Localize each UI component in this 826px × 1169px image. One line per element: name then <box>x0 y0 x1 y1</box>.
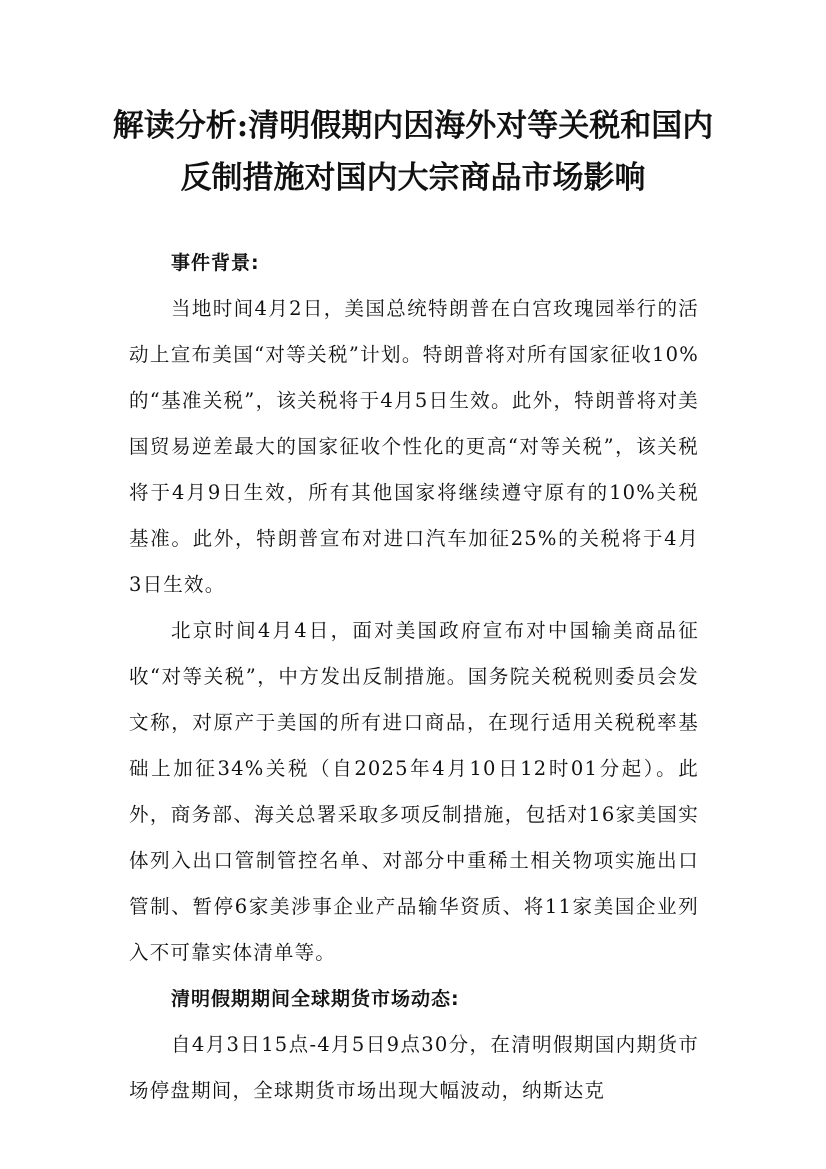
section-global-futures-market <box>129 976 699 1114</box>
section-heading: 清明假期期间全球期货市场动态: <box>171 988 460 1010</box>
paragraph: 北京时间4月4日，面对美国政府宣布对中国输美商品征收“对等关税”，中方发出反制措施。国务院关税税则委员会发文称，对原产于美国的所有进口商品，在现行适用关税税率基础上加征34%关税（自2025年4月10日12时01分起）。此外，商务部、海关总署采取多项反制措施，包括对16家美国实体列入出口管制管控名单、对部分中重稀土相关物项实施出口管制、暂停6家美涉事企业产品输华资质、将11家美国企业列入不可靠实体清单等。 <box>129 619 699 964</box>
document-title: 解读分析:清明假期内因海外对等关税和国内反制措施对国内大宗商品市场影响 <box>112 108 714 196</box>
section-heading: 事件背景: <box>171 252 260 274</box>
paragraph: 当地时间4月2日，美国总统特朗普在白宫玫瑰园举行的活动上宣布美国“对等关税”计划。特朗普将对所有国家征收10%的“基准关税”，该关税将于4月5日生效。此外，特朗普将对美国贸易逆差最大的国家征收个性化的更高“对等关税”，该关税将于4月9日生效，所有其他国家将继续遵守原有的10%关税基准。此外，特朗普宣布对进口汽车加征25%的关税将于4月3日生效。 <box>129 297 699 596</box>
section-event-background <box>129 240 699 976</box>
document-body <box>129 240 699 1114</box>
paragraph: 自4月3日15点-4月5日9点30分，在清明假期国内期货市场停盘期间，全球期货市场出现大幅波动，纳斯达克 <box>129 1033 699 1102</box>
